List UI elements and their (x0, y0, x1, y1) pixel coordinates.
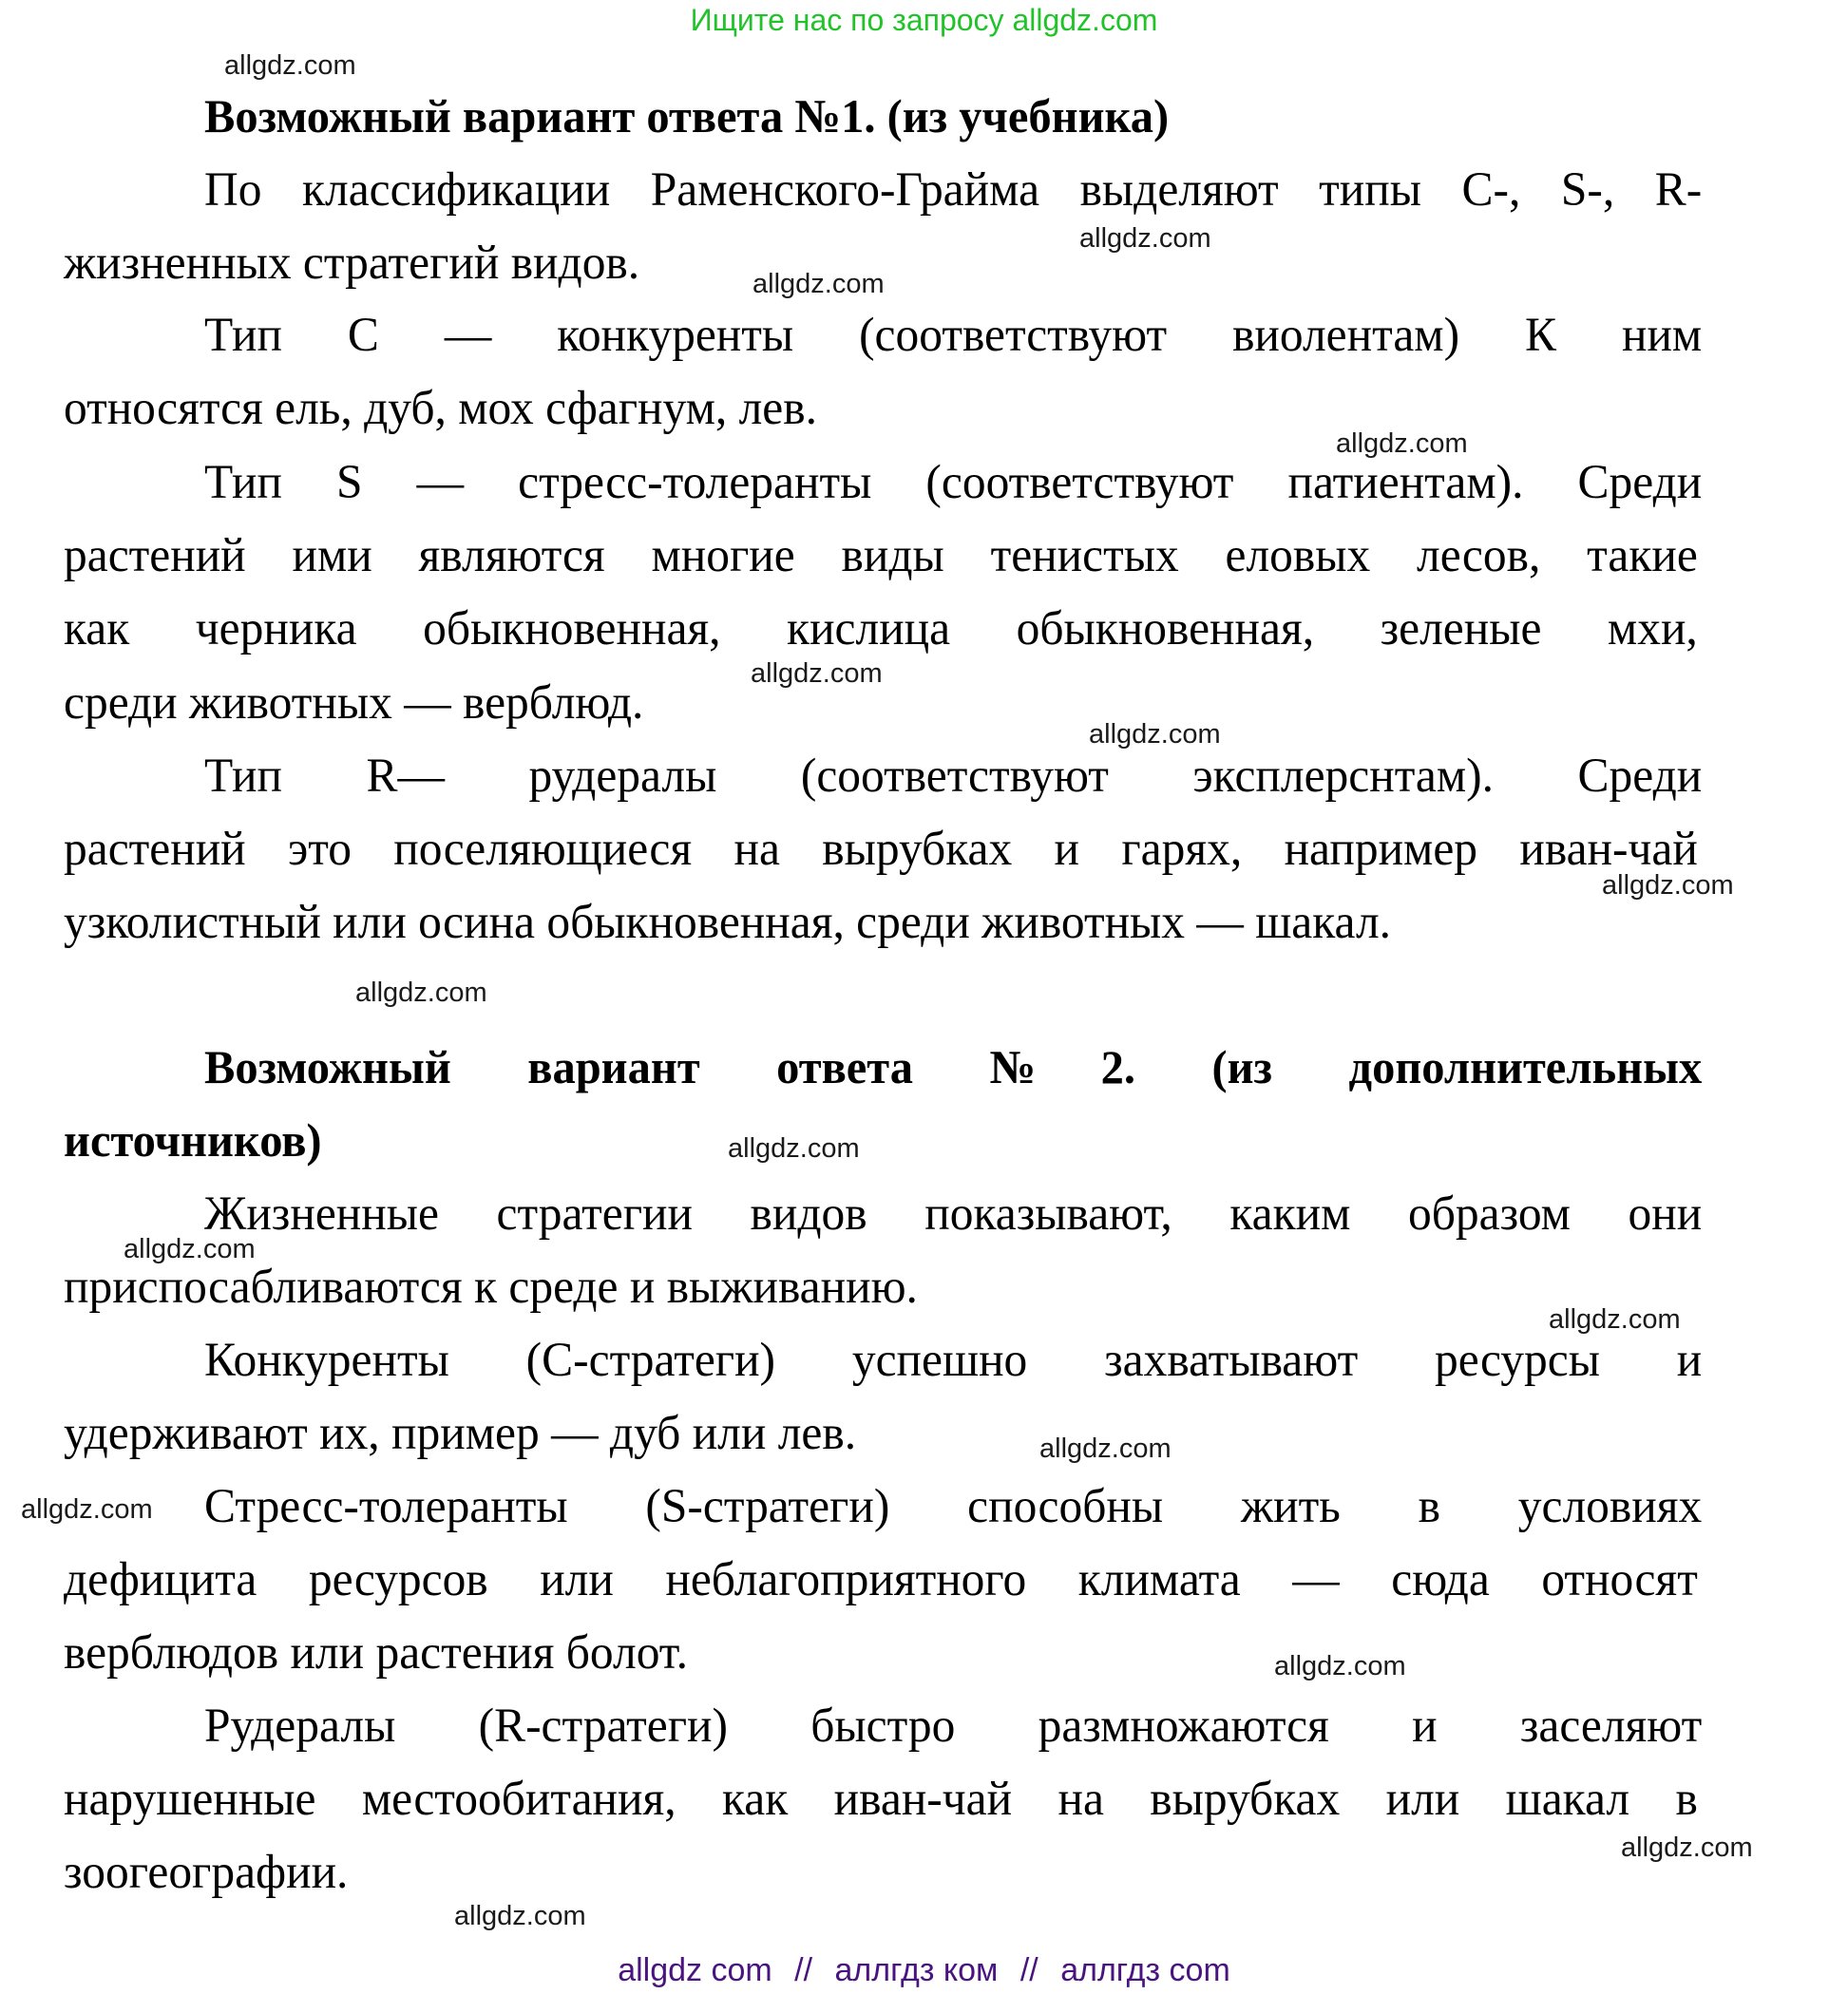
watermark: allgdz.com (355, 978, 487, 1008)
watermark: allgdz.com (1039, 1434, 1172, 1464)
watermark: allgdz.com (1602, 870, 1734, 901)
footer-link-allgdz[interactable]: allgdz com (618, 1952, 772, 1988)
answer1-line: среди животных — верблюд. (64, 676, 644, 730)
answer1-line: как черника обыкновенная, кислица обыкновенная, зеленые мхи, (64, 602, 1698, 655)
answer2-line: Конкуренты (С-стратеги) успешно захватывают ресурсы и (204, 1334, 1703, 1387)
search-banner[interactable]: Ищите нас по запросу allgdz.com (690, 3, 1158, 37)
footer-separator: // (794, 1952, 813, 1988)
answer2-line: Рудералы (R-стратеги) быстро размножаются и заселяют (204, 1700, 1703, 1753)
answer1-line: Тип S — стресс-толеранты (соответствуют патиентам). Среди (204, 456, 1703, 509)
watermark: allgdz.com (1549, 1304, 1681, 1335)
answer2-line: приспосабливаются к среде и выживанию. (64, 1261, 918, 1314)
answer1-line: Тип R— рудералы (соответствуют эксплерснтам). Среди (204, 750, 1703, 803)
answer1-line: Тип С — конкуренты (соответствуют виолентам) К ним (204, 309, 1703, 362)
watermark: allgdz.com (21, 1494, 153, 1525)
watermark: allgdz.com (124, 1234, 256, 1264)
answer1-line: жизненных стратегий видов. (64, 237, 640, 290)
watermark: allgdz.com (1274, 1651, 1406, 1681)
answer1-line: относятся ель, дуб, мох сфагнум, лев. (64, 382, 818, 435)
footer-link-allgdz-mixed[interactable]: аллгдз com (1060, 1952, 1230, 1988)
answer2-heading: Возможный вариант ответа №2. (из дополнительных (204, 1040, 1703, 1093)
watermark: allgdz.com (728, 1133, 860, 1164)
answer2-line: удерживают их, пример — дуб или лев. (64, 1407, 857, 1460)
answer2-heading-cont: источников) (64, 1113, 322, 1167)
footer-links (0, 1949, 1848, 1991)
watermark: allgdz.com (1089, 719, 1221, 750)
watermark: allgdz.com (753, 269, 885, 299)
answer2-line: зоогеографии. (64, 1846, 349, 1899)
answer1-line: По классификации Раменского-Грайма выделяют типы С-, S-, R- (204, 163, 1703, 217)
answer2-line: нарушенные местообитания, как иван-чай на вырубках или шакал в (64, 1773, 1698, 1826)
answer2-line: дефицита ресурсов или неблагоприятного климата — сюда относят (64, 1553, 1698, 1606)
footer-separator: // (1019, 1952, 1038, 1988)
watermark: allgdz.com (751, 658, 883, 689)
answer1-line: растений это поселяющиеся на вырубках и гарях, например иван-чай (64, 823, 1698, 876)
answer2-line: Стресс-толеранты (S-стратеги) способны жить в условиях (204, 1480, 1703, 1533)
answer1-heading: Возможный вариант ответа №1. (из учебника) (204, 89, 1170, 142)
answer2-line: верблюдов или растения болот. (64, 1626, 689, 1680)
watermark: allgdz.com (1336, 428, 1468, 459)
watermark: allgdz.com (224, 50, 356, 81)
watermark: allgdz.com (1079, 223, 1211, 254)
footer-link-allgdz-cyr[interactable]: аллгдз ком (834, 1952, 999, 1988)
watermark: allgdz.com (454, 1901, 586, 1931)
watermark: allgdz.com (1621, 1833, 1753, 1863)
answer1-line: растений ими являются многие виды тенистых еловых лесов, такие (64, 529, 1698, 582)
answer2-line: Жизненные стратегии видов показывают, каким образом они (204, 1187, 1703, 1241)
answer1-line: узколистный или осина обыкновенная, среди животных — шакал. (64, 896, 1391, 949)
